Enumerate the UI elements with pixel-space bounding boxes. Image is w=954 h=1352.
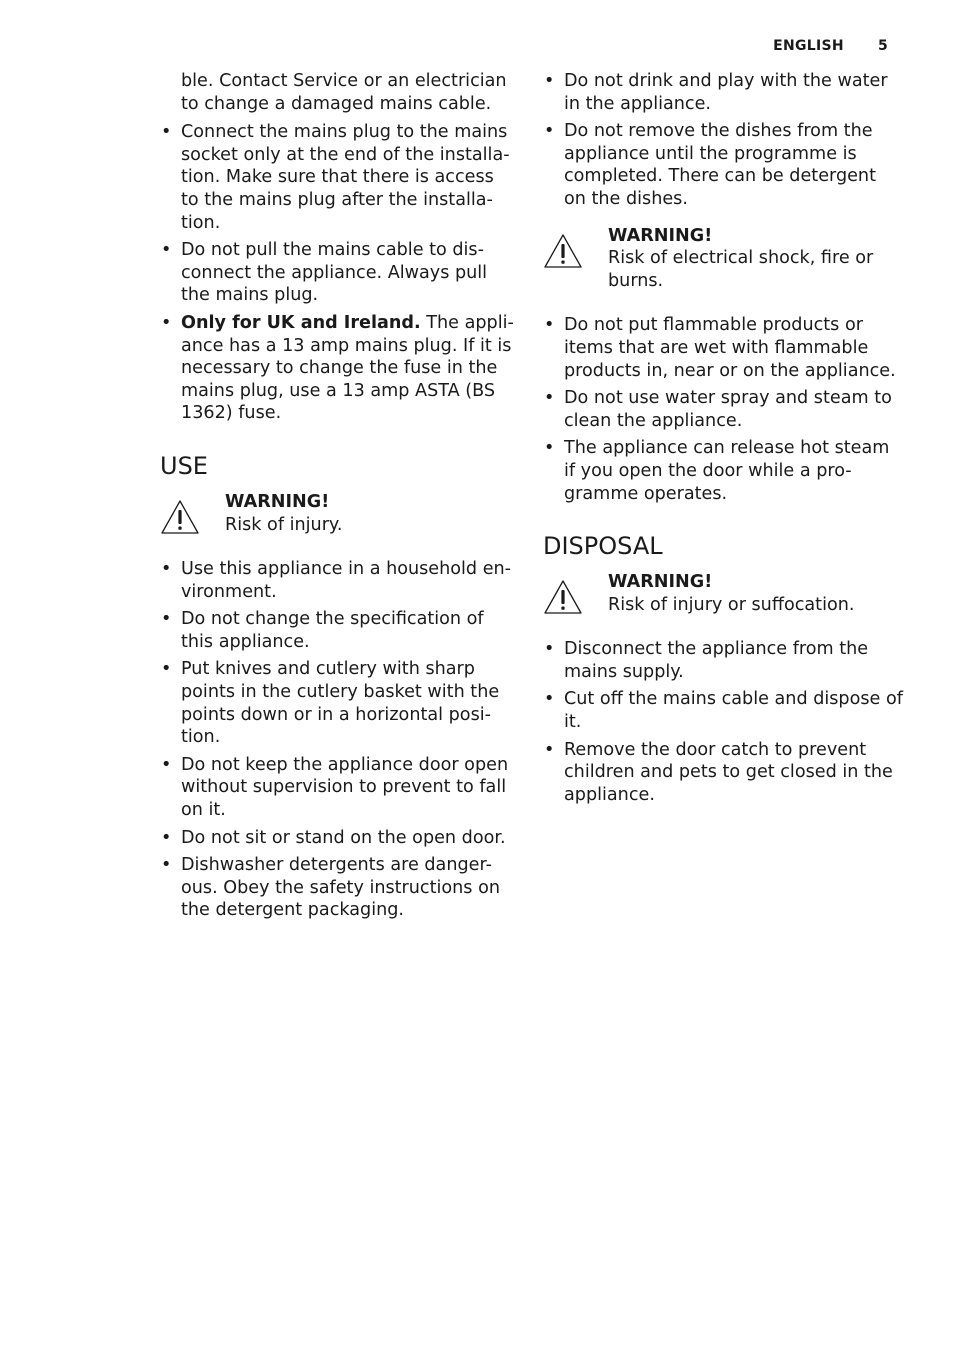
list-item: • Connect the mains plug to the mains socket only at the end of the installa-tion. Make sure that there is access to the mains plug after the installa-tion. <box>160 121 515 234</box>
header-language: ENGLISH <box>773 38 844 54</box>
list-item: • Do not remove the dishes from the appliance until the programme is completed. There can be detergent on the dishes. <box>543 120 903 210</box>
warning-title: WARNING! <box>225 491 330 512</box>
steam-bullet-list <box>543 314 903 505</box>
warning-body <box>608 571 854 616</box>
list-item: • Do not drink and play with the water in the appliance. <box>543 70 903 115</box>
list-item: • Put knives and cutlery with sharp points in the cutlery basket with the points down or in a horizontal posi-tion. <box>160 658 515 748</box>
page-number: 5 <box>877 38 888 54</box>
list-item: • Do not pull the mains cable to dis-connect the appliance. Always pull the mains plug. <box>160 239 515 307</box>
warning-box <box>160 491 515 536</box>
warning-box <box>543 571 903 616</box>
list-item: • Dishwasher detergents are danger-ous. Obey the safety instructions on the detergent packaging. <box>160 854 515 922</box>
right-column <box>543 70 903 811</box>
page-header <box>773 38 888 54</box>
list-item: • Do not keep the appliance door open without supervision to prevent to fall on it. <box>160 754 515 822</box>
section-title-use: USE <box>160 451 208 480</box>
list-item: • Do not sit or stand on the open door. <box>160 827 515 850</box>
list-item: • Do not use water spray and steam to clean the appliance. <box>543 387 903 432</box>
list-item: • Use this appliance in a household en-vironment. <box>160 558 515 603</box>
left-column <box>160 70 515 927</box>
warning-text: Risk of injury or suffocation. <box>608 594 855 615</box>
list-item: • Disconnect the appliance from the mains supply. <box>543 638 903 683</box>
disposal-bullet-list <box>543 638 903 806</box>
warning-box <box>543 225 903 293</box>
warning-body <box>225 491 342 536</box>
list-item: • Remove the door catch to prevent children and pets to get closed in the appliance. <box>543 739 903 807</box>
warning-body <box>608 225 903 293</box>
warning-triangle-icon <box>543 579 583 615</box>
warning-triangle-icon <box>543 233 583 269</box>
continued-paragraph: ble. Contact Service or an electrician to change a damaged mains cable. <box>181 71 507 114</box>
list-item: • Do not change the specification of this appliance. <box>160 608 515 653</box>
warning-triangle-icon <box>160 499 200 535</box>
warning-text: Risk of electrical shock, fire or burns. <box>608 248 874 291</box>
list-item: • Cut off the mains cable and dispose of it. <box>543 688 903 733</box>
list-item-text: The appli-ance has a 13 amp mains plug. If it is necessary to change the fuse in the mains plug, use a 13 amp ASTA (BS 1362) fuse. <box>181 312 514 424</box>
list-item: • The appliance can release hot steam if you open the door while a pro-gramme operates. <box>543 437 903 505</box>
safety-bullet-list-continued <box>543 70 903 211</box>
use-bullet-list <box>160 558 515 922</box>
list-item: • Do not put flammable products or items that are wet with flammable products in, near or on the appliance. <box>543 314 903 382</box>
list-item-bold-lead: Only for UK and Ireland. <box>181 312 421 333</box>
warning-title: WARNING! <box>608 225 713 246</box>
list-item <box>160 312 515 425</box>
safety-bullet-list <box>160 121 515 425</box>
warning-text: Risk of injury. <box>225 514 343 535</box>
warning-title: WARNING! <box>608 572 713 593</box>
section-title-disposal: DISPOSAL <box>543 532 663 561</box>
